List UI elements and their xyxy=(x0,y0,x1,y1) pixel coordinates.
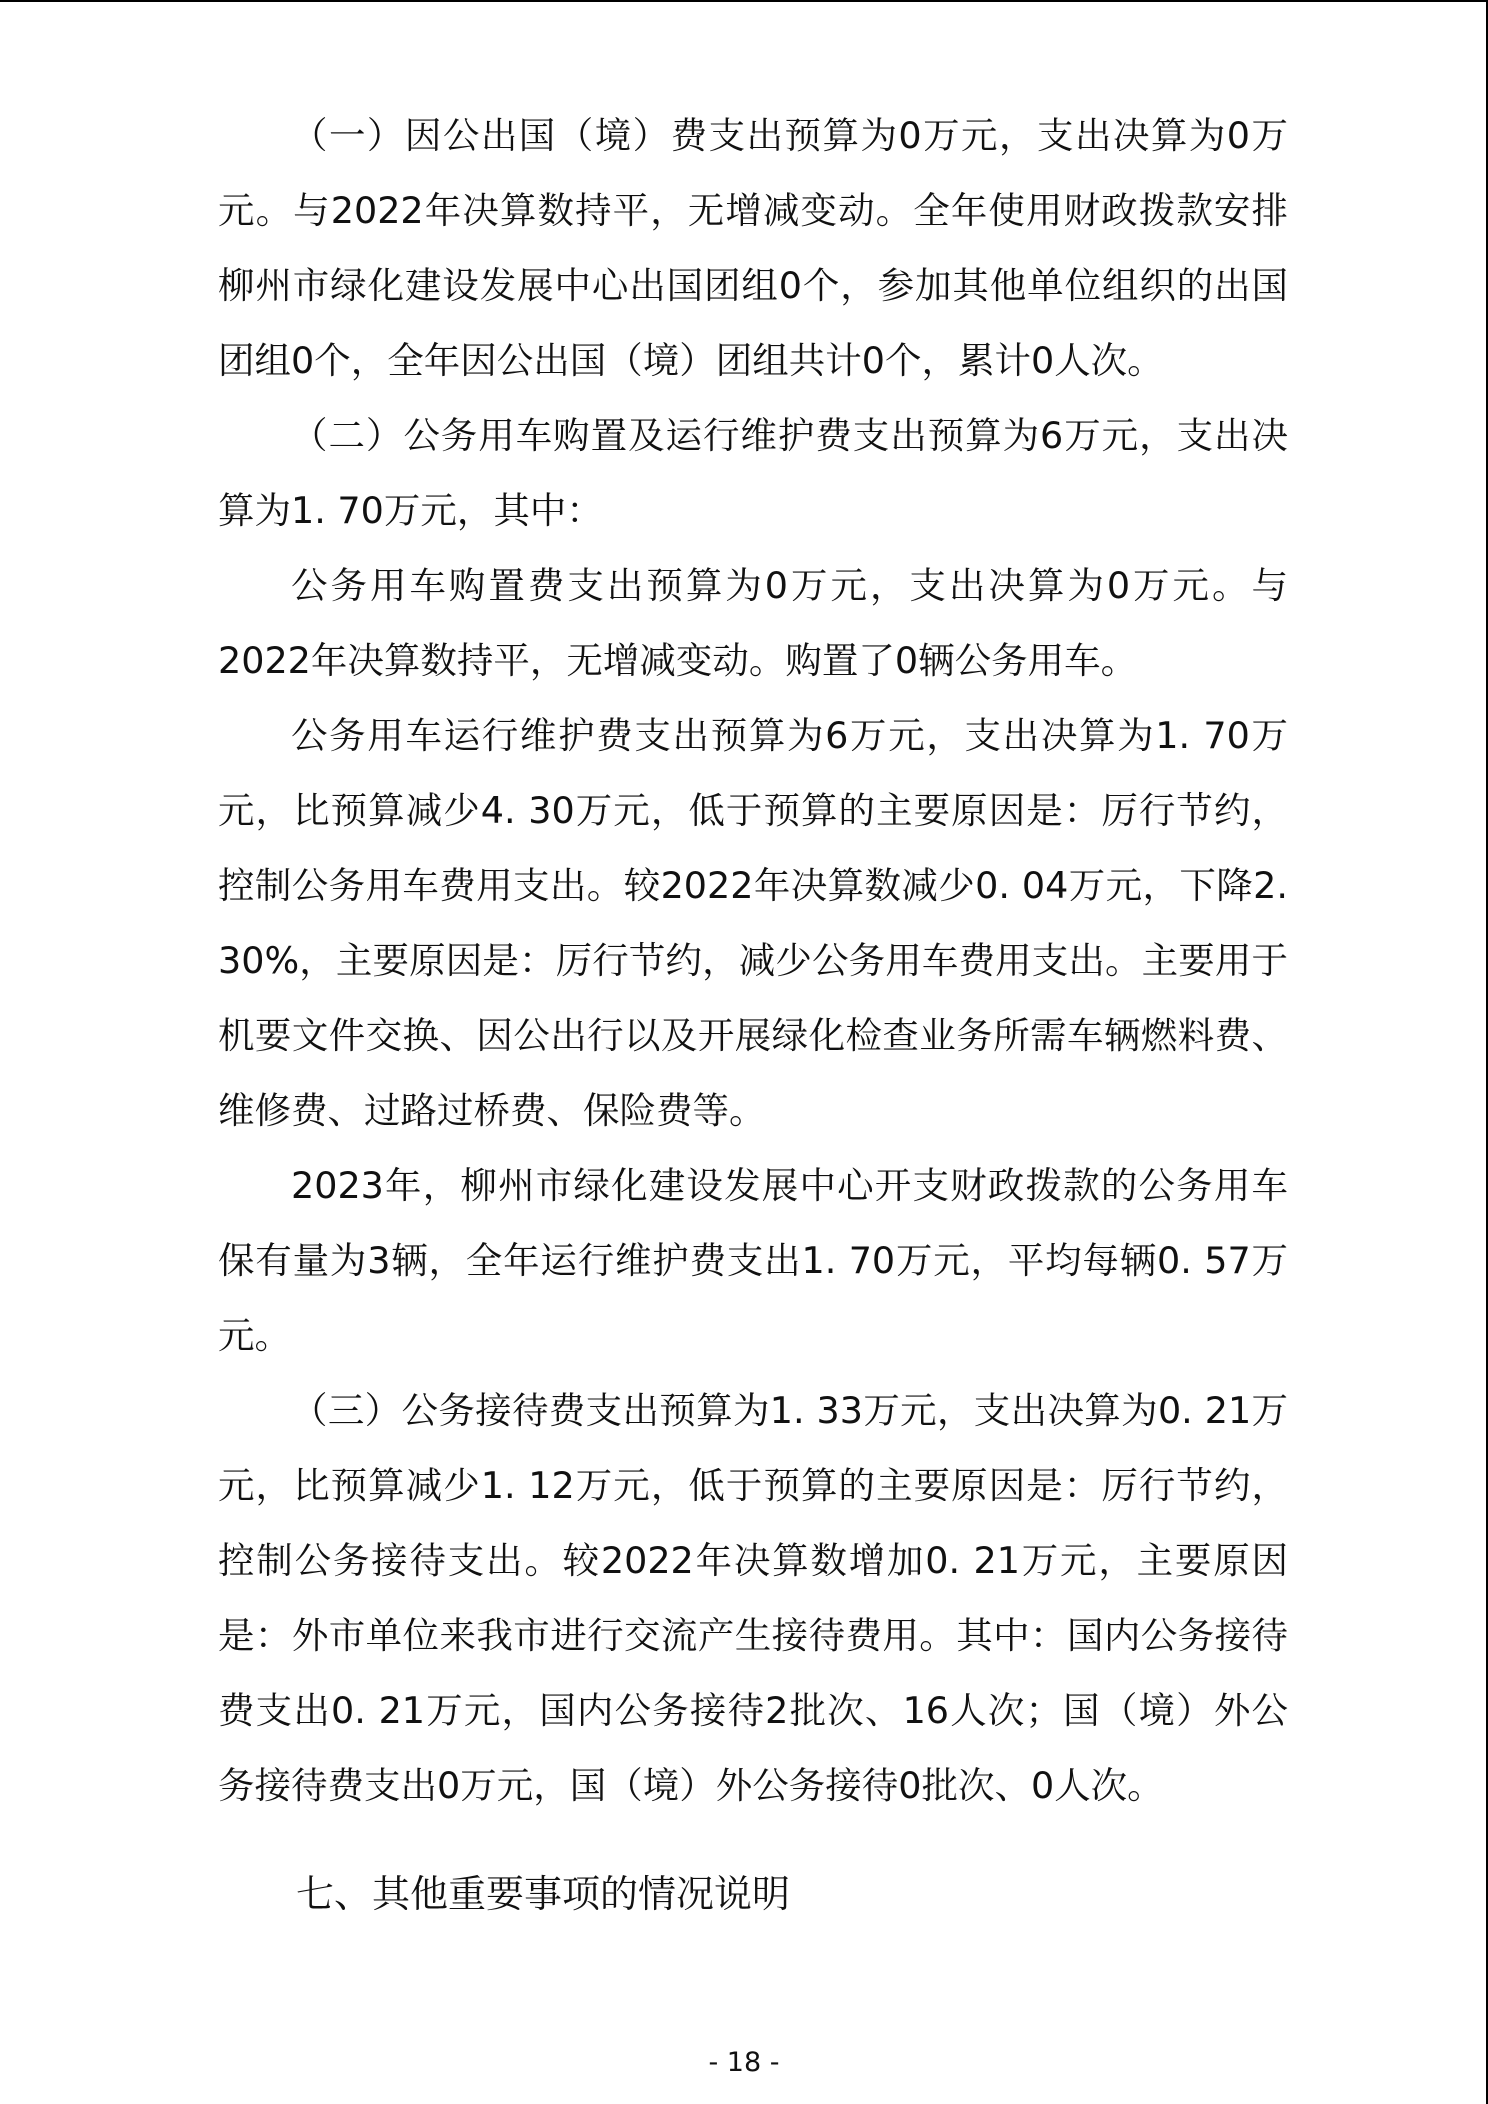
paragraph-vehicle-purchase: 公务用车购置费支出预算为0万元，支出决算为0万元。与2022年决算数持平，无增减变动。购置了0辆公务用车。 xyxy=(218,564,1288,682)
paragraph-vehicle-fleet: 2023年，柳州市绿化建设发展中心开支财政拨款的公务用车保有量为3辆，全年运行维护费支出1. 70万元，平均每辆0. 57万元。 xyxy=(218,1164,1288,1357)
document-body xyxy=(218,98,1288,1823)
paragraph-vehicle-maintenance: 公务用车运行维护费支出预算为6万元，支出决算为1. 70万元，比预算减少4. 30万元，低于预算的主要原因是：厉行节约，控制公务用车费用支出。较2022年决算数减少0. 04万元，下降2. 30%，主要原因是：厉行节约，减少公务用车费用支出。主要用于机要文件交换、因公出行以及开展绿化检查业务所需车辆燃料费、维修费、过路过桥费、保险费等。 xyxy=(218,714,1288,1132)
paragraph-overseas-travel: （一）因公出国（境）费支出预算为0万元，支出决算为0万元。与2022年决算数持平，无增减变动。全年使用财政拨款安排柳州市绿化建设发展中心出国团组0个，参加其他单位组织的出国团组0个，全年因公出国（境）团组共计0个，累计0人次。 xyxy=(218,114,1288,382)
page-number: - 18 - xyxy=(708,2047,780,2078)
paragraph-reception: （三）公务接待费支出预算为1. 33万元，支出决算为0. 21万元，比预算减少1. 12万元，低于预算的主要原因是：厉行节约，控制公务接待支出。较2022年决算数增加0. 21万元，主要原因是：外市单位来我市进行交流产生接待费用。其中：国内公务接待费支出0. 21万元，国内公务接待2批次、16人次；国（境）外公务接待费支出0万元，国（境）外公务接待0批次、0人次。 xyxy=(218,1389,1288,1807)
paragraph-vehicle-total: （二）公务用车购置及运行维护费支出预算为6万元，支出决算为1. 70万元，其中： xyxy=(218,414,1288,532)
section-heading: 七、其他重要事项的情况说明 xyxy=(296,1872,791,1916)
